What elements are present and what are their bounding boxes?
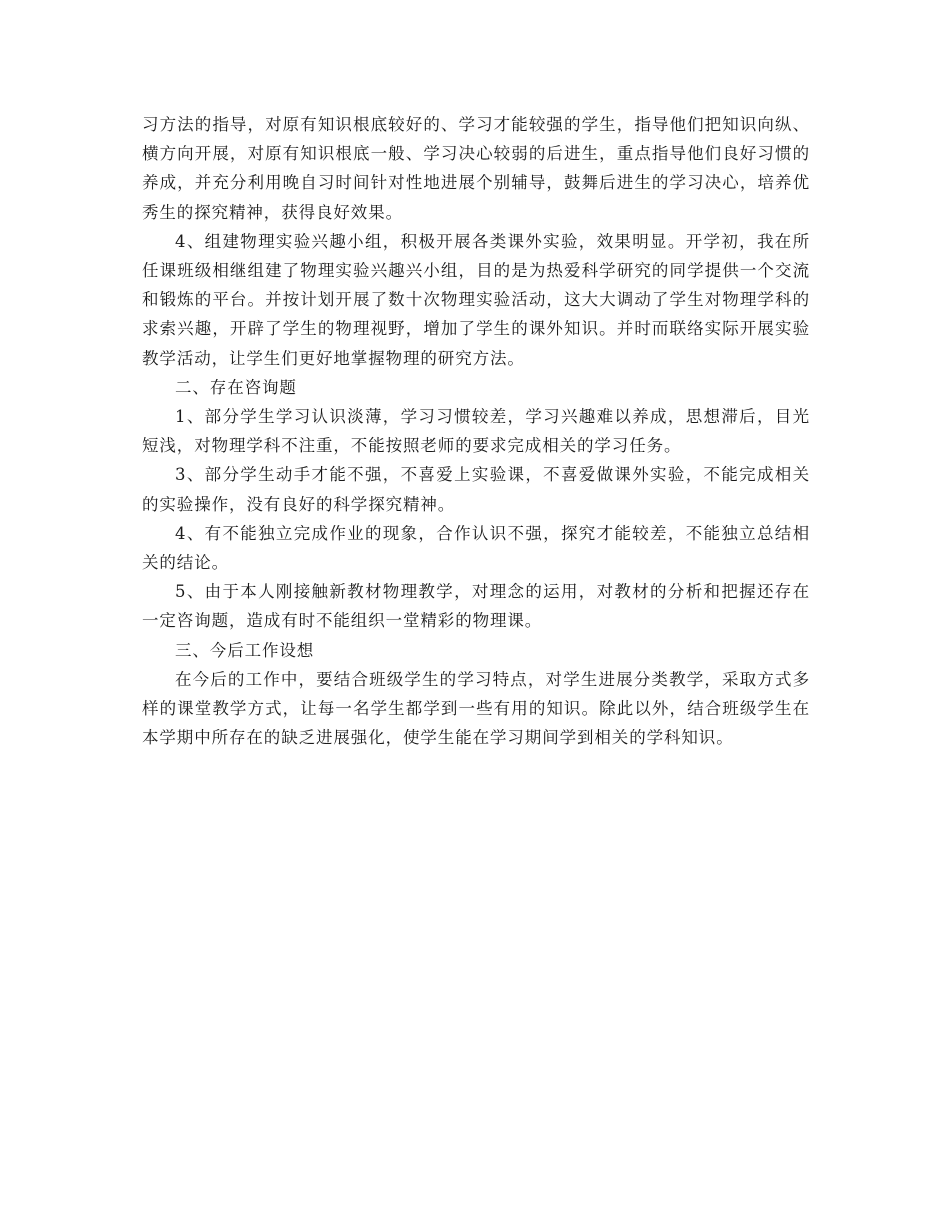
paragraph-item-4-lab-group: 4、组建物理实验兴趣小组，积极开展各类课外实验，效果明显。开学初，我在所任课班级相继组建了物理实验兴趣兴小组，目的是为热爱科学研究的同学提供一个交流和锻炼的平台。并按计划开展了数十次物理实验活动，这大大调动了学生对物理学科的求索兴趣，开辟了学生的物理视野，增加了学生的课外知识。并时而联络实际开展实验教学活动，让学生们更好地掌握物理的研究方法。	[142, 231, 810, 368]
paragraph-continuation: 习方法的指导，对原有知识根底较好的、学习才能较强的学生，指导他们把知识向纵、横方向开展，对原有知识根底一般、学习决心较弱的后进生，重点指导他们良好习惯的养成，并充分利用晚自习时间针对性地进展个别辅导，鼓舞后进生的学习决心，培养优秀生的探究精神，获得良好效果。	[142, 115, 810, 222]
paragraph-problem-5: 5、由于本人刚接触新教材物理教学，对理念的运用，对教材的分析和把握还存在一定咨询题，造成有时不能组织一堂精彩的物理课。	[142, 582, 810, 631]
paragraph-problem-4: 4、有不能独立完成作业的现象，合作认识不强，探究才能较差，不能独立总结相关的结论。	[142, 523, 810, 573]
paragraph-problem-3: 3、部分学生动手才能不强，不喜爱上实验课，不喜爱做课外实验，不能完成相关的实验操作，没有良好的科学探究精神。	[142, 465, 810, 514]
section-heading-problems: 二、存在咨询题	[175, 377, 297, 397]
section-heading-future-plans: 三、今后工作设想	[175, 640, 315, 660]
paragraph-problem-1: 1、部分学生学习认识淡薄，学习习惯较差，学习兴趣难以养成，思想滞后，目光短浅，对物理学科不注重，不能按照老师的要求完成相关的学习任务。	[142, 407, 810, 456]
paragraph-future-plans: 在今后的工作中，要结合班级学生的学习特点，对学生进展分类教学，采取方式多样的课堂教学方式，让每一名学生都学到一些有用的知识。除此以外，结合班级学生在本学期中所存在的缺乏进展强化，使学生能在学习期间学到相关的学科知识。	[142, 669, 810, 748]
